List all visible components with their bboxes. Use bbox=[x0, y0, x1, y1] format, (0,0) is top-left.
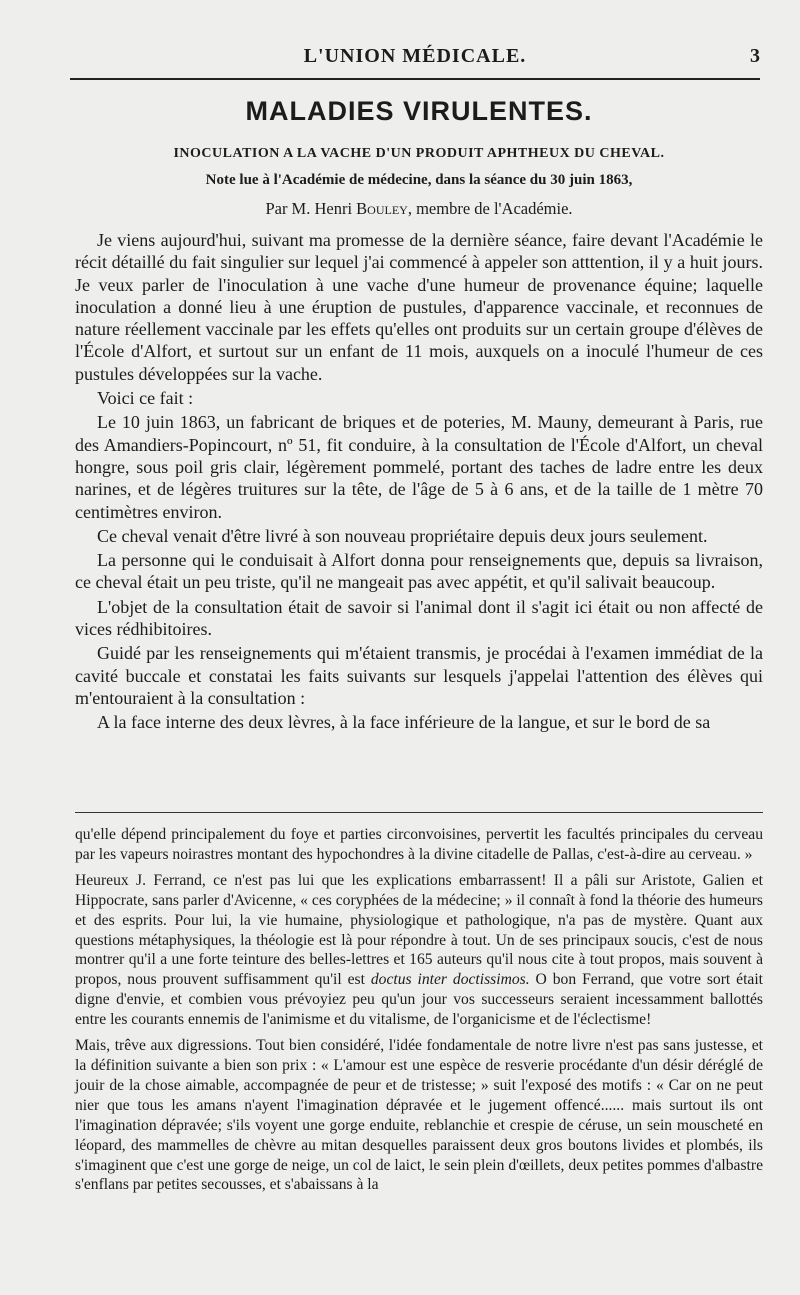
paragraph: Ce cheval venait d'être livré à son nouveau propriétaire depuis deux jours seulement. bbox=[97, 525, 708, 546]
page-number: 3 bbox=[750, 45, 760, 67]
footnote-paragraph: Mais, trêve aux digressions. Tout bien considéré, l'idée fondamentale de notre livre n'est pas sans justesse, et la définition suivante a bien son prix : « L'amour est une espèce de resverie procédante d'un désir déréglé de jouir de la chose aimable, accompagnée de peur et de tristesse; » suit l'exposé des motifs : « Car on ne peut nier que tous les amans n'ayent l'imagination dépravée et le jugement offencé...... mais surtout ils ont l'imagination dépravée; s'ils voyent une gorge enduite, reblanchie et crespie de céruse, un sein mouscheté en léopard, des mammelles de chèvre au mitan desquelles paraissent deux gros boutons livides et plombés, ils s'imaginent que c'est une gorge de neige, un col de laict, le sein plein d'œillets, deux petites pommes d'albastre s'enflans par petites secousses, et s'abaissans à la bbox=[75, 1037, 763, 1194]
note-line: Note lue à l'Académie de médecine, dans la séance du 30 juin 1863, bbox=[205, 172, 633, 188]
running-title: L'UNION MÉDICALE. bbox=[303, 45, 527, 67]
footnote-text: O bon Ferrand, que votre sort était digne d'envie, et combien vous prévoyiez peu qu'un jour vos successeurs seraient incessamment ballottés entre les courants ennemis de l'animisme et du vitalisme, de l'organicisme et de l'éclectisme! bbox=[75, 971, 763, 1029]
header-rule bbox=[70, 78, 760, 80]
author-prefix: Par M. Henri bbox=[265, 199, 357, 218]
paragraph: Je viens aujourd'hui, suivant ma promesse de la dernière séance, faire devant l'Académie le récit détaillé du fait singulier sur lequel j'ai commencé à appeler son atttention, il y a huit jours. Je veux parler de l'inoculation à une vache d'une humeur de provenance équine; laquelle inoculation a donné lieu à une éruption de pustules, d'apparence vaccinale, et reconnues de nature réellement vaccinale par les effets qu'elles ont produits sur un certain groupe d'élèves de l'École d'Alfort, et surtout sur un enfant de 11 mois, auxquels on a inoculé l'humeur de ces pustules développées sur la vache. bbox=[75, 230, 763, 384]
footnote-paragraph: qu'elle dépend principalement du foye et parties circonvoisines, pervertit les facultés principales du cerveau par les vapeurs noirastres montant des hypochondres à la divine citadelle de Pallas, c'est-à-dire au cerveau. » bbox=[75, 826, 763, 863]
section-title: MALADIES VIRULENTES. bbox=[245, 96, 593, 126]
author-name: Bouley bbox=[356, 199, 408, 218]
footnote-italic: doctus inter doctissimos. bbox=[370, 971, 530, 989]
paragraph: Voici ce fait : bbox=[97, 388, 194, 409]
author-suffix: , membre de l'Académie. bbox=[407, 199, 573, 218]
paragraph: Le 10 juin 1863, un fabricant de briques et de poteries, M. Mauny, demeurant à Paris, rue des Amandiers-Popincourt, nº 51, fit conduire, à la consultation de l'École d'Alfort, un cheval hongre, sous poil gris clair, légèrement pommelé, portant des taches de ladre entre les deux narines, et de légères truitures sur la tête, de l'âge de 5 à 6 ans, et de la taille de 1 mètre 70 centimètres environ. bbox=[75, 412, 763, 522]
page-header bbox=[70, 40, 760, 80]
article-subtitle: INOCULATION A LA VACHE D'UN PRODUIT APHTHEUX DU CHEVAL. bbox=[173, 146, 665, 161]
footnote-paragraph bbox=[75, 871, 763, 1030]
article-body bbox=[75, 229, 763, 734]
paragraph: La personne qui le conduisait à Alfort donna pour renseignements que, depuis sa livraison, ce cheval était un peu triste, qu'il ne mangeait pas avec appétit, et qu'il salivait beaucoup. bbox=[75, 550, 763, 593]
footnote-separator bbox=[75, 812, 763, 813]
footnote-block bbox=[75, 825, 763, 1195]
footnote-text: Heureux J. Ferrand, ce n'est pas lui que les explications embarrassent! Il a pâli sur Aristote, Galien et Hippocrate, sans parler d'Avicenne, « ces coryphées de la médecine; » il connaît à fond la théorie des humeurs et des esprits. Pour lui, la vie humaine, physiologique et pathologique, n'a pas de mystère. Quant aux questions métaphysiques, la théologie est là pour répondre à tout. Un de ses principaux soucis, c'est de nous montrer qu'il a une forte teinture des belles-lettres et 165 auteurs qu'il nous cite à tout propos, mais souvent à propos, nous prouvent suffisamment qu'il est bbox=[75, 871, 763, 989]
author-line bbox=[75, 199, 763, 223]
paragraph: A la face interne des deux lèvres, à la face inférieure de la langue, et sur le bord de sa bbox=[97, 712, 711, 733]
article bbox=[75, 96, 763, 734]
paragraph: L'objet de la consultation était de savoir si l'animal dont il s'agit ici était ou non affecté de vices rédhibitoires. bbox=[75, 596, 763, 640]
paragraph: Guidé par les renseignements qui m'étaient transmis, je procédai à l'examen immédiat de la cavité buccale et constatai les faits suivants sur lesquels j'appelai l'attention des élèves qui m'entouraient à la consultation : bbox=[75, 643, 763, 708]
